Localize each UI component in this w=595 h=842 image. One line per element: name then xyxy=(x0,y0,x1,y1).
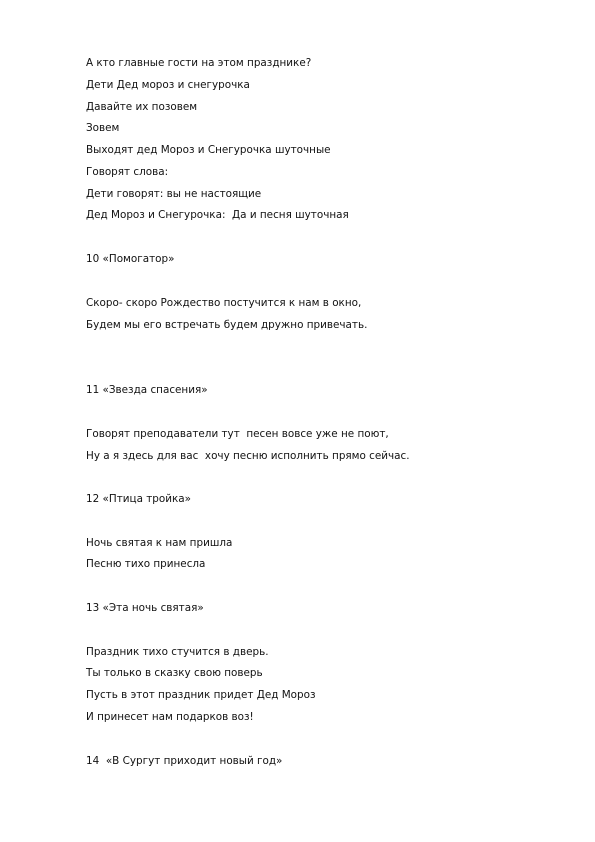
section-10-line: Будем мы его встречать будем дружно привечать. xyxy=(86,319,368,331)
intro-line: Дед Мороз и Снегурочка: Да и песня шуточная xyxy=(86,209,349,221)
section-11-heading: 11 «Звезда спасения» xyxy=(86,384,208,396)
section-11-line: Говорят преподаватели тут песен вовсе уже не поют, xyxy=(86,428,389,440)
intro-line: А кто главные гости на этом празднике? xyxy=(86,57,312,69)
intro-line: Дети Дед мороз и снегурочка xyxy=(86,79,250,91)
section-11-line: Ну а я здесь для вас хочу песню исполнить прямо сейчас. xyxy=(86,450,410,462)
section-10-heading: 10 «Помогатор» xyxy=(86,253,175,265)
section-13-line: И принесет нам подарков воз! xyxy=(86,711,254,723)
section-13-heading: 13 «Эта ночь святая» xyxy=(86,602,204,614)
section-13-line: Праздник тихо стучится в дверь. xyxy=(86,646,269,658)
intro-line: Говорят слова: xyxy=(86,166,169,178)
section-12-line: Песню тихо принесла xyxy=(86,558,206,570)
intro-line: Давайте их позовем xyxy=(86,101,198,113)
section-13-line: Ты только в сказку свою поверь xyxy=(86,667,263,679)
section-14-heading: 14 «В Сургут приходит новый год» xyxy=(86,755,283,767)
section-12-heading: 12 «Птица тройка» xyxy=(86,493,192,505)
section-13-line: Пусть в этот праздник придет Дед Мороз xyxy=(86,689,316,701)
intro-line: Выходят дед Мороз и Снегурочка шуточные xyxy=(86,144,331,156)
section-10-line: Скоро- скоро Рождество постучится к нам в окно, xyxy=(86,297,362,309)
intro-line: Дети говорят: вы не настоящие xyxy=(86,188,262,200)
section-12-line: Ночь святая к нам пришла xyxy=(86,537,233,549)
intro-line: Зовем xyxy=(86,122,120,134)
